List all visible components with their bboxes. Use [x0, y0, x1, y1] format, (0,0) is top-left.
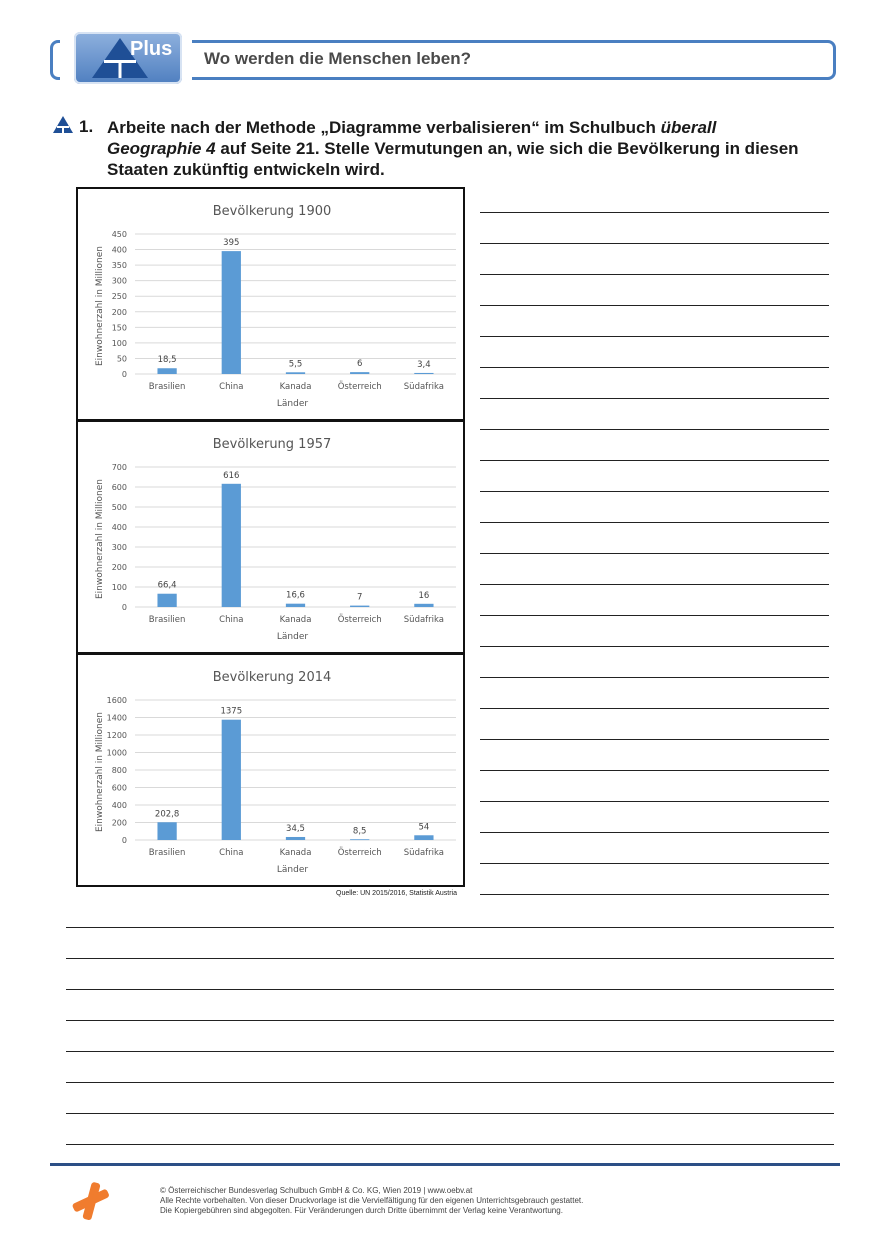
y-tick-label: 1200: [106, 731, 127, 740]
writing-line: [66, 1020, 834, 1021]
x-tick-label: China: [219, 848, 244, 858]
y-tick-label: 400: [111, 523, 127, 532]
page-title: Wo werden die Menschen leben?: [204, 49, 472, 68]
writing-line: [480, 770, 829, 771]
writing-line: [480, 863, 829, 864]
writing-line: [480, 646, 829, 647]
data-label: 1375: [220, 706, 243, 717]
writing-line: [66, 1082, 834, 1083]
data-label: 202,8: [154, 809, 180, 820]
data-label: 7: [356, 592, 363, 603]
y-tick-label: 200: [111, 307, 127, 317]
bar: [350, 606, 369, 607]
chart-1957-svg: [78, 422, 467, 656]
writing-line: [480, 708, 829, 709]
bar: [157, 594, 176, 607]
data-label: 16: [418, 590, 430, 601]
writing-line: [480, 429, 829, 430]
writing-line: [480, 615, 829, 616]
x-tick-label: Österreich: [337, 848, 382, 858]
data-label: 3,4: [417, 359, 431, 370]
y-tick-label: 800: [111, 766, 127, 775]
y-tick-label: 0: [121, 370, 127, 379]
data-label: 66,4: [157, 580, 177, 591]
y-tick-label: 600: [111, 483, 127, 492]
bar: [157, 822, 176, 840]
chart-2014: [76, 653, 465, 887]
x-tick-label: Brasilien: [148, 382, 186, 392]
y-tick-label: 100: [111, 338, 127, 348]
writing-line: [480, 739, 829, 740]
y-tick-label: 600: [111, 783, 127, 793]
footer-copyright: [160, 1186, 583, 1216]
writing-line: [66, 1051, 834, 1052]
x-tick-label: Südafrika: [403, 848, 445, 858]
data-label: 34,5: [286, 823, 305, 834]
bar: [286, 837, 305, 840]
writing-line: [480, 801, 829, 802]
y-tick-label: 450: [111, 230, 127, 239]
y-tick-label: 250: [111, 292, 127, 302]
writing-line: [480, 398, 829, 399]
x-tick-label: Kanada: [279, 382, 312, 392]
writing-line: [480, 243, 829, 244]
chart-1900-svg: [78, 189, 467, 423]
x-axis-label: Länder: [276, 632, 309, 642]
bar: [157, 368, 176, 374]
y-tick-label: 700: [111, 463, 127, 472]
book-title-part: Geographie 4: [107, 139, 216, 158]
chart-1900: [76, 187, 465, 421]
y-tick-label: 350: [111, 261, 127, 271]
y-tick-label: 50: [116, 354, 127, 364]
bar: [222, 251, 241, 374]
task-triangle-icon: [53, 116, 73, 134]
source-note: Quelle: UN 2015/2016, Statistik Austria: [336, 890, 458, 897]
data-label: 6: [356, 359, 363, 370]
data-label: 54: [418, 822, 430, 833]
writing-line: [66, 989, 834, 990]
writing-line: [66, 958, 834, 959]
writing-line: [480, 336, 829, 337]
data-label: 16,6: [286, 590, 305, 601]
chart-2014-svg: [78, 655, 467, 889]
writing-line: [66, 1144, 834, 1145]
writing-line: [480, 212, 829, 213]
plus-label: Plus: [130, 38, 173, 60]
writing-line: [480, 460, 829, 461]
chart-title: Bevölkerung 2014: [212, 670, 332, 685]
x-axis-label: Länder: [276, 865, 309, 875]
y-tick-label: 0: [121, 836, 127, 845]
y-tick-label: 1600: [106, 696, 127, 705]
chart-title: Bevölkerung 1900: [212, 204, 332, 219]
y-tick-label: 400: [111, 801, 127, 810]
bar: [350, 839, 369, 840]
writing-line: [480, 677, 829, 678]
data-label: 18,5: [157, 355, 177, 366]
x-tick-label: Kanada: [279, 615, 312, 625]
data-label: 8,5: [352, 826, 367, 837]
y-tick-label: 1400: [106, 713, 127, 723]
writing-line: [480, 367, 829, 368]
writing-line: [480, 491, 829, 492]
task-text-part: auf Seite 21. Stelle Vermutungen an, wie sich die Bevölkerung in diesen: [215, 139, 799, 158]
x-axis-label: Länder: [276, 399, 309, 409]
y-tick-label: 500: [111, 503, 127, 512]
x-tick-label: Kanada: [279, 848, 312, 858]
x-tick-label: Brasilien: [148, 848, 186, 858]
chart-title: Bevölkerung 1957: [212, 437, 332, 452]
data-label: 395: [223, 238, 240, 249]
book-title-part: überall: [660, 118, 717, 137]
bar: [414, 373, 433, 374]
task-number: 1.: [79, 117, 94, 136]
x-tick-label: Österreich: [337, 382, 382, 392]
y-tick-label: 1000: [106, 748, 127, 758]
y-tick-label: 300: [111, 543, 127, 552]
bar: [222, 720, 241, 840]
y-tick-label: 200: [111, 818, 127, 828]
bar: [286, 372, 305, 374]
footer-line: © Österreichischer Bundesverlag Schulbuch GmbH & Co. KG, Wien 2019 | www.oebv.at: [160, 1186, 473, 1195]
writing-line: [480, 522, 829, 523]
writing-line: [480, 894, 829, 895]
chart-1957: [76, 420, 465, 654]
bar: [222, 484, 241, 607]
y-tick-label: 150: [111, 323, 127, 333]
footer-line: Die Kopiergebühren sind abgegolten. Für Veränderungen durch Dritte übernimmt der Verlag keine Verantwortung.: [160, 1206, 563, 1215]
x-tick-label: China: [219, 382, 244, 392]
y-tick-label: 300: [111, 276, 127, 286]
footer-rule: [50, 1163, 840, 1166]
y-axis-label: Einwohnerzahl in Millionen: [95, 479, 105, 599]
y-tick-label: 200: [111, 563, 127, 572]
bar: [414, 835, 433, 840]
writing-line: [480, 553, 829, 554]
y-axis-label: Einwohnerzahl in Millionen: [95, 712, 105, 832]
task-instruction: [107, 117, 847, 180]
x-tick-label: Südafrika: [403, 615, 445, 625]
data-label: 5,5: [288, 359, 303, 370]
writing-line: [480, 832, 829, 833]
y-tick-label: 100: [111, 583, 127, 592]
task-text-part: Staaten zukünftig entwickeln wird.: [107, 160, 385, 179]
x-tick-label: China: [219, 615, 244, 625]
x-tick-label: Südafrika: [403, 382, 445, 392]
y-axis-label: Einwohnerzahl in Millionen: [95, 246, 105, 366]
task-text-part: Arbeite nach der Methode „Diagramme verbalisieren“ im Schulbuch: [107, 118, 661, 137]
data-label: 616: [223, 470, 240, 481]
writing-line: [480, 305, 829, 306]
writing-line: [480, 584, 829, 585]
y-tick-label: 0: [121, 603, 127, 612]
bar: [350, 372, 369, 374]
y-tick-label: 400: [111, 245, 127, 255]
writing-line: [66, 1113, 834, 1114]
x-tick-label: Österreich: [337, 615, 382, 625]
writing-line: [480, 274, 829, 275]
x-tick-label: Brasilien: [148, 615, 186, 625]
footer-line: Alle Rechte vorbehalten. Von dieser Druckvorlage ist die Vervielfältigung für den eigenen Unterrichtsgebrauch gestattet.: [160, 1196, 584, 1205]
bar: [286, 604, 305, 607]
publisher-logo-icon: [72, 1182, 110, 1220]
bar: [414, 604, 433, 607]
writing-line: [66, 927, 834, 928]
